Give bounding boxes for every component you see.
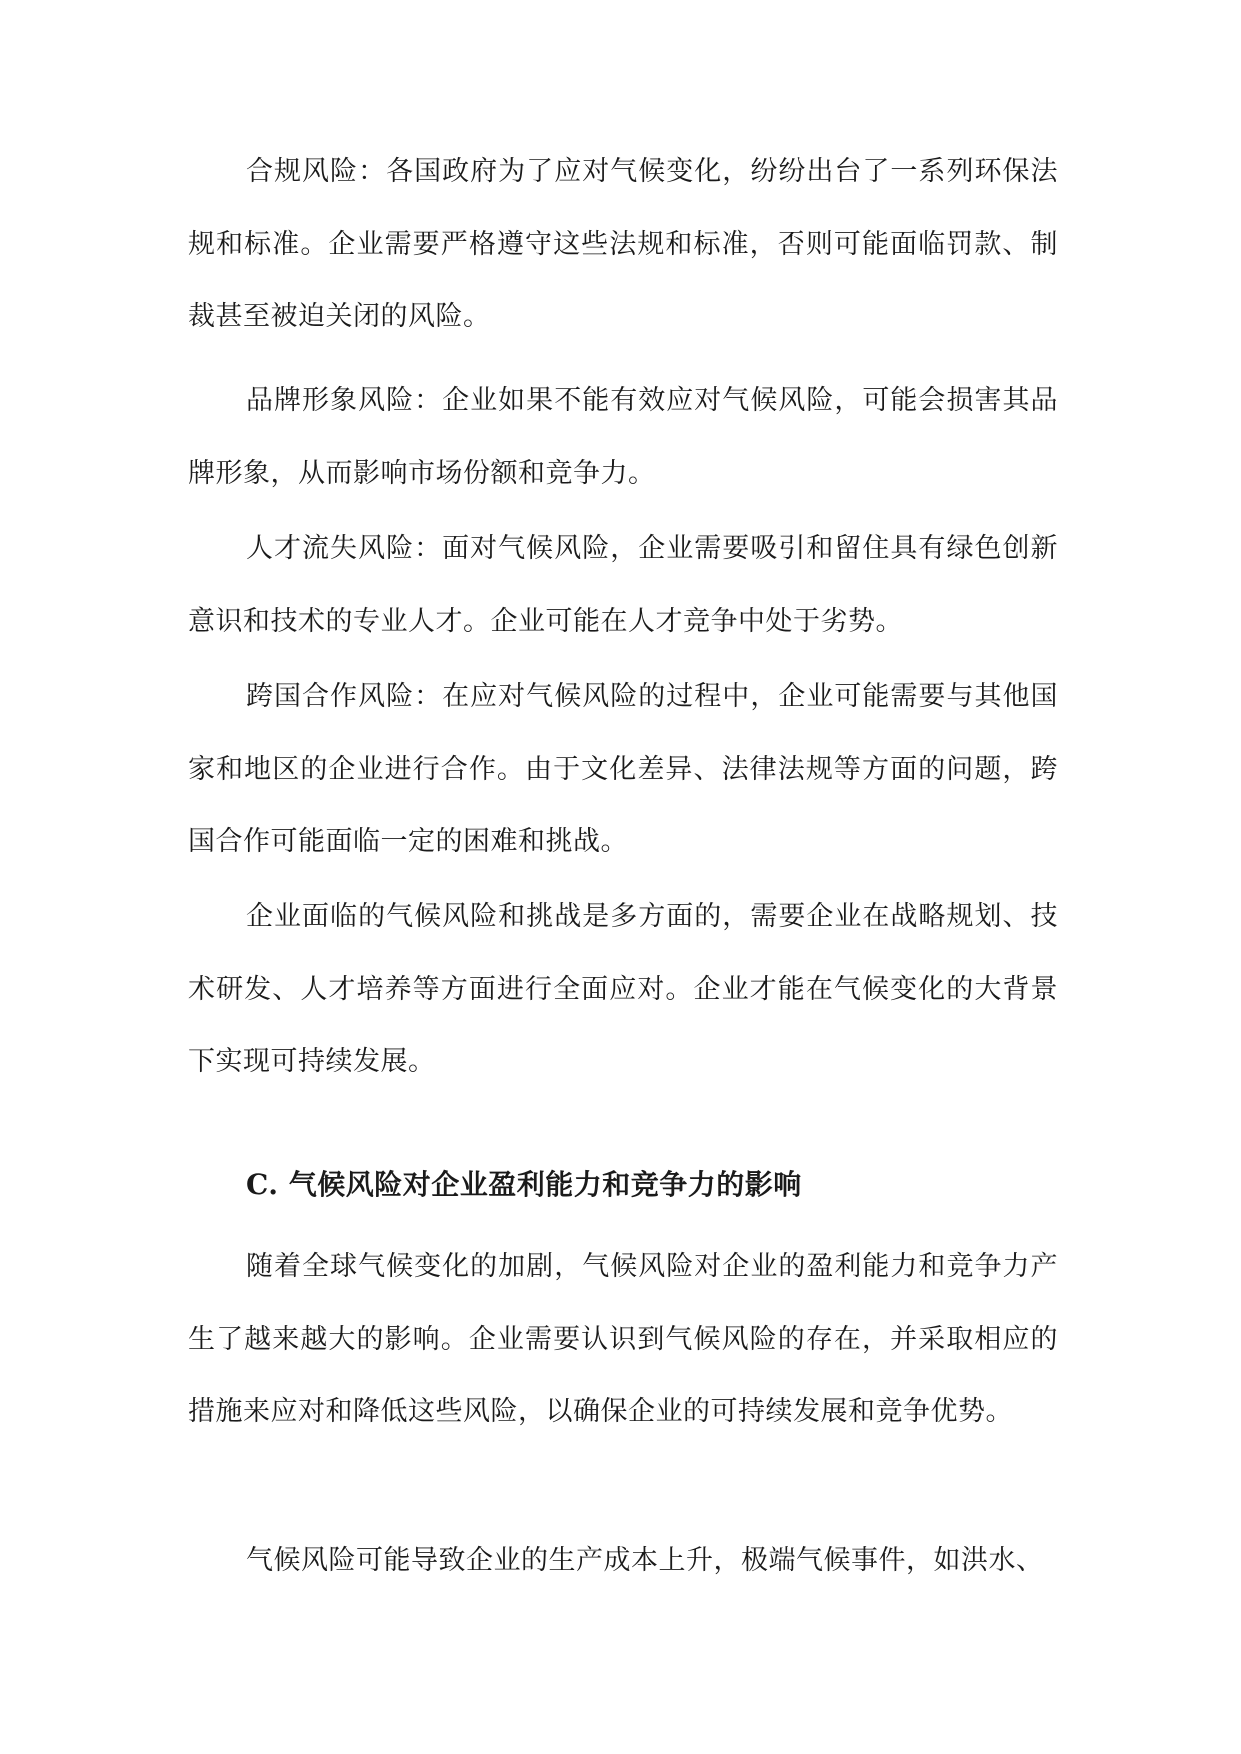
- paragraph-compliance-risk: 合规风险：各国政府为了应对气候变化，纷纷出台了一系列环保法规和标准。企业需要严格遵守这些法规和标准，否则可能面临罚款、制裁甚至被迫关闭的风险。: [188, 156, 1058, 332]
- section-heading: C. 气候风险对企业盈利能力和竞争力的影响: [246, 1168, 802, 1201]
- paragraph-production-cost: 气候风险可能导致企业的生产成本上升，极端气候事件，如洪水、: [246, 1545, 1044, 1576]
- paragraph-impact-intro: 随着全球气候变化的加剧，气候风险对企业的盈利能力和竞争力产生了越来越大的影响。企业需要认识到气候风险的存在，并采取相应的措施来应对和降低这些风险，以确保企业的可持续发展和竞争优势。: [188, 1251, 1058, 1427]
- paragraph-brand-image-risk: 品牌形象风险：企业如果不能有效应对气候风险，可能会损害其品牌形象，从而影响市场份额和竞争力。: [188, 385, 1058, 489]
- paragraph-summary: 企业面临的气候风险和挑战是多方面的，需要企业在战略规划、技术研发、人才培养等方面进行全面应对。企业才能在气候变化的大背景下实现可持续发展。: [188, 901, 1058, 1077]
- paragraph-talent-loss-risk: 人才流失风险：面对气候风险，企业需要吸引和留住具有绿色创新意识和技术的专业人才。企业可能在人才竞争中处于劣势。: [188, 533, 1058, 637]
- paragraph-cross-border-cooperation-risk: 跨国合作风险：在应对气候风险的过程中，企业可能需要与其他国家和地区的企业进行合作。由于文化差异、法律法规等方面的问题，跨国合作可能面临一定的困难和挑战。: [188, 681, 1058, 857]
